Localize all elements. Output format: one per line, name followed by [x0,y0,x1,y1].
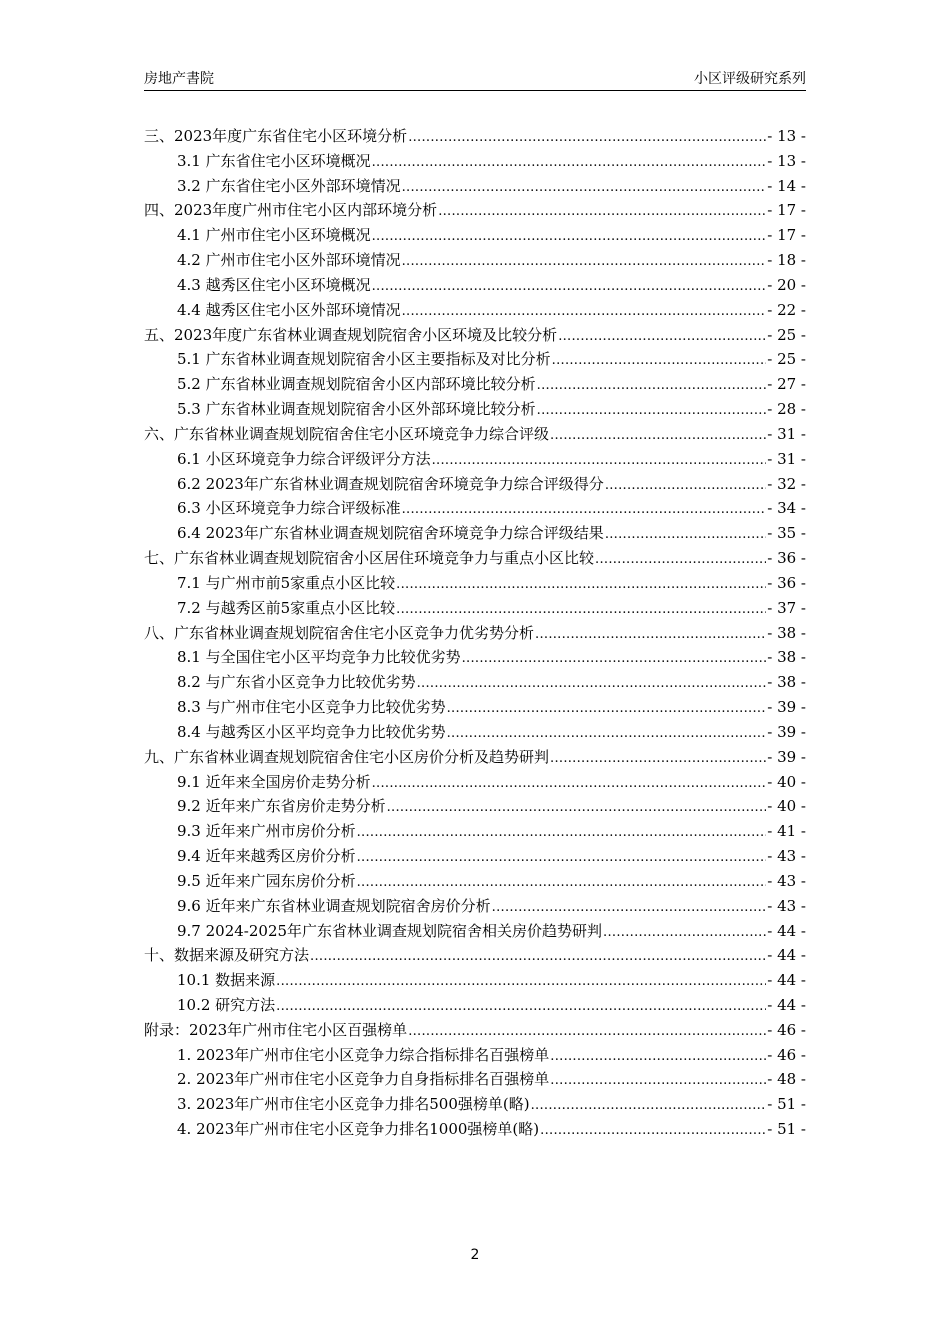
toc-entry-title: 七、广东省林业调查规划院宿舍小区居住环境竞争力与重点小区比较 [144,549,595,568]
toc-dot-leader [357,821,767,846]
toc-entry-title: 3. 2023年广州市住宅小区竞争力排名500强榜单(略) [177,1095,530,1114]
toc-entry-page: - 13 - [767,127,806,145]
toc-entry-title: 9.3 近年来广州市房价分析 [177,822,356,841]
toc-dot-leader [605,474,766,499]
toc-subsection-entry[interactable] [144,347,806,372]
toc-subsection-entry[interactable] [144,1067,806,1092]
toc-subsection-entry[interactable] [144,993,806,1018]
toc-entry-title: 3.2 广东省住宅小区外部环境情况 [177,176,401,195]
toc-entry-page: - 51 - [767,1095,806,1114]
toc-entry-page: - 44 - [767,946,806,965]
toc-subsection-entry[interactable] [144,496,806,521]
toc-section-entry[interactable] [144,124,806,149]
toc-subsection-entry[interactable] [144,1092,806,1117]
toc-dot-leader [447,697,767,722]
toc-subsection-entry[interactable] [144,770,806,795]
toc-entry-page: - 34 - [767,499,806,518]
toc-entry-title: 5.3 广东省林业调查规划院宿舍小区外部环境比较分析 [177,400,536,419]
toc-entry-page: - 43 - [767,847,806,866]
toc-subsection-entry[interactable] [144,273,806,298]
toc-entry-page: - 43 - [767,871,806,890]
toc-subsection-entry[interactable] [144,149,806,174]
toc-entry-title: 5.2 广东省林业调查规划院宿舍小区内部环境比较分析 [177,375,536,394]
toc-entry-title: 九、广东省林业调查规划院宿舍住宅小区房价分析及趋势研判 [144,747,550,766]
toc-entry-title: 8.3 与广州市住宅小区竞争力比较优劣势 [177,698,446,717]
toc-subsection-entry[interactable] [144,695,806,720]
toc-dot-leader [372,225,767,250]
toc-dot-leader [408,126,766,151]
toc-entry-page: - 31 - [767,424,806,443]
toc-dot-leader [462,647,767,672]
toc-entry-title: 4.2 广州市住宅小区外部环境情况 [177,251,401,270]
toc-subsection-entry[interactable] [144,472,806,497]
toc-dot-leader [432,449,767,474]
toc-entry-page: - 46 - [767,1045,806,1064]
toc-dot-leader [535,623,766,648]
toc-section-entry[interactable] [144,323,806,348]
toc-entry-page: - 25 - [767,350,806,369]
toc-entry-title: 9.7 2024-2025年广东省林业调查规划院宿舍相关房价趋势研判 [177,921,603,940]
toc-subsection-entry[interactable] [144,869,806,894]
toc-entry-title: 4.3 越秀区住宅小区环境概况 [177,275,371,294]
toc-dot-leader [387,796,767,821]
toc-subsection-entry[interactable] [144,670,806,695]
toc-dot-leader [558,325,766,350]
toc-entry-title: 7.2 与越秀区前5家重点小区比较 [177,598,396,617]
toc-dot-leader [372,772,767,797]
toc-entry-page: - 46 - [767,1020,806,1039]
toc-entry-title: 9.5 近年来广园东房价分析 [177,871,356,890]
toc-entry-page: - 44 - [767,971,806,990]
toc-entry-title: 9.1 近年来全国房价走势分析 [177,772,371,791]
toc-dot-leader [396,598,766,623]
toc-entry-title: 6.3 小区环境竞争力综合评级标准 [177,499,401,518]
toc-dot-leader [417,672,767,697]
toc-entry-page: - 38 - [767,673,806,692]
toc-subsection-entry[interactable] [144,645,806,670]
toc-entry-page: - 39 - [767,747,806,766]
toc-subsection-entry[interactable] [144,794,806,819]
toc-entry-page: - 51 - [767,1120,806,1139]
toc-entry-page: - 41 - [767,822,806,841]
header-publisher: 房地产書院 [144,71,214,87]
toc-dot-leader [537,374,767,399]
toc-entry-title: 2. 2023年广州市住宅小区竞争力自身指标排名百强榜单 [177,1070,550,1089]
toc-entry-page: - 44 - [767,921,806,940]
toc-dot-leader [550,747,766,772]
toc-entry-title: 10.1 数据来源 [177,971,276,990]
toc-entry-page: - 36 - [767,549,806,568]
toc-entry-title: 10.2 研究方法 [177,995,276,1014]
header-series: 小区评级研究系列 [694,71,806,87]
toc-dot-leader [550,1069,766,1094]
toc-dot-leader [595,548,766,573]
toc-entry-title: 五、2023年度广东省林业调查规划院宿舍小区环境及比较分析 [144,325,558,344]
toc-entry-page: - 35 - [767,524,806,543]
toc-dot-leader [310,945,766,970]
toc-entry-title: 6.2 2023年广东省林业调查规划院宿舍环境竞争力综合评级得分 [177,474,604,493]
toc-subsection-entry[interactable] [144,248,806,273]
toc-entry-title: 8.2 与广东省小区竞争力比较优劣势 [177,673,416,692]
toc-subsection-entry[interactable] [144,844,806,869]
toc-entry-title: 三、2023年度广东省住宅小区环境分析 [144,127,408,145]
toc-entry-page: - 25 - [767,325,806,344]
toc-dot-leader [531,1094,767,1119]
toc-subsection-entry[interactable] [144,1043,806,1068]
toc-dot-leader [372,151,767,176]
toc-dot-leader [438,200,766,225]
toc-entry-title: 十、数据来源及研究方法 [144,946,310,965]
toc-dot-leader [447,722,767,747]
toc-entry-page: - 27 - [767,375,806,394]
toc-subsection-entry[interactable] [144,596,806,621]
toc-dot-leader [492,896,767,921]
toc-entry-title: 1. 2023年广州市住宅小区竞争力综合指标排名百强榜单 [177,1045,550,1064]
toc-subsection-entry[interactable] [144,894,806,919]
toc-section-entry[interactable] [144,422,806,447]
toc-dot-leader [276,995,766,1020]
toc-section-entry[interactable] [144,1018,806,1043]
toc-entry-page: - 38 - [767,648,806,667]
toc-dot-leader [605,523,766,548]
toc-dot-leader [402,176,767,201]
toc-entry-title: 附录：2023年广州市住宅小区百强榜单 [144,1020,408,1039]
toc-dot-leader [372,275,767,300]
toc-entry-page: - 31 - [767,449,806,468]
toc-entry-title: 9.6 近年来广东省林业调查规划院宿舍房价分析 [177,896,491,915]
toc-dot-leader [603,921,766,946]
toc-subsection-entry[interactable] [144,397,806,422]
toc-entry-page: - 18 - [767,251,806,270]
toc-subsection-entry[interactable] [144,223,806,248]
toc-entry-title: 7.1 与广州市前5家重点小区比较 [177,573,396,592]
toc-entry-page: - 39 - [767,698,806,717]
toc-entry-page: - 17 - [767,201,806,220]
toc-entry-page: - 38 - [767,623,806,642]
toc-entry-page: - 17 - [767,226,806,245]
toc-entry-page: - 13 - [767,151,806,170]
toc-dot-leader [402,300,767,325]
toc-section-entry[interactable] [144,943,806,968]
toc-entry-page: - 43 - [767,896,806,915]
toc-entry-page: - 28 - [767,400,806,419]
toc-subsection-entry[interactable] [144,1117,806,1142]
toc-dot-leader [276,970,766,995]
toc-section-entry[interactable] [144,621,806,646]
table-of-contents [144,124,806,1142]
toc-entry-title: 6.1 小区环境竞争力综合评级评分方法 [177,449,431,468]
toc-dot-leader [396,573,766,598]
toc-entry-title: 9.4 近年来越秀区房价分析 [177,847,356,866]
toc-entry-page: - 22 - [767,300,806,319]
toc-subsection-entry[interactable] [144,571,806,596]
toc-dot-leader [357,846,767,871]
toc-entry-page: - 20 - [767,275,806,294]
toc-subsection-entry[interactable] [144,819,806,844]
toc-dot-leader [550,424,766,449]
toc-subsection-entry[interactable] [144,521,806,546]
toc-entry-title: 六、广东省林业调查规划院宿舍住宅小区环境竞争力综合评级 [144,424,550,443]
toc-entry-title: 6.4 2023年广东省林业调查规划院宿舍环境竞争力综合评级结果 [177,524,604,543]
toc-subsection-entry[interactable] [144,968,806,993]
toc-entry-title: 4.4 越秀区住宅小区外部环境情况 [177,300,401,319]
toc-entry-page: - 40 - [767,772,806,791]
toc-entry-title: 8.4 与越秀区小区平均竞争力比较优劣势 [177,722,446,741]
toc-entry-page: - 40 - [767,797,806,816]
toc-dot-leader [537,399,767,424]
toc-dot-leader [402,498,767,523]
toc-entry-page: - 44 - [767,995,806,1014]
toc-section-entry[interactable] [144,745,806,770]
toc-entry-title: 3.1 广东省住宅小区环境概况 [177,151,371,170]
toc-entry-title: 5.1 广东省林业调查规划院宿舍小区主要指标及对比分析 [177,350,551,369]
toc-entry-title: 八、广东省林业调查规划院宿舍住宅小区竞争力优劣势分析 [144,623,535,642]
toc-entry-page: - 36 - [767,573,806,592]
toc-section-entry[interactable] [144,546,806,571]
toc-dot-leader [550,1045,766,1070]
toc-entry-page: - 48 - [767,1070,806,1089]
toc-subsection-entry[interactable] [144,720,806,745]
toc-subsection-entry[interactable] [144,447,806,472]
toc-entry-title: 9.2 近年来广东省房价走势分析 [177,797,386,816]
toc-dot-leader [540,1119,766,1144]
toc-entry-title: 4.1 广州市住宅小区环境概况 [177,226,371,245]
page-number: 2 [470,1247,480,1263]
toc-entry-title: 四、2023年度广州市住宅小区内部环境分析 [144,201,438,220]
toc-dot-leader [552,349,767,374]
toc-subsection-entry[interactable] [144,298,806,323]
page-header [144,66,806,91]
toc-dot-leader [357,871,767,896]
toc-entry-page: - 39 - [767,722,806,741]
toc-dot-leader [408,1020,766,1045]
toc-section-entry[interactable] [144,198,806,223]
toc-entry-title: 4. 2023年广州市住宅小区竞争力排名1000强榜单(略) [177,1120,540,1139]
toc-entry-page: - 32 - [767,474,806,493]
toc-dot-leader [402,250,767,275]
toc-entry-title: 8.1 与全国住宅小区平均竞争力比较优劣势 [177,648,461,667]
toc-entry-page: - 14 - [767,176,806,195]
toc-subsection-entry[interactable] [144,174,806,199]
toc-subsection-entry[interactable] [144,919,806,944]
toc-subsection-entry[interactable] [144,372,806,397]
toc-entry-page: - 37 - [767,598,806,617]
